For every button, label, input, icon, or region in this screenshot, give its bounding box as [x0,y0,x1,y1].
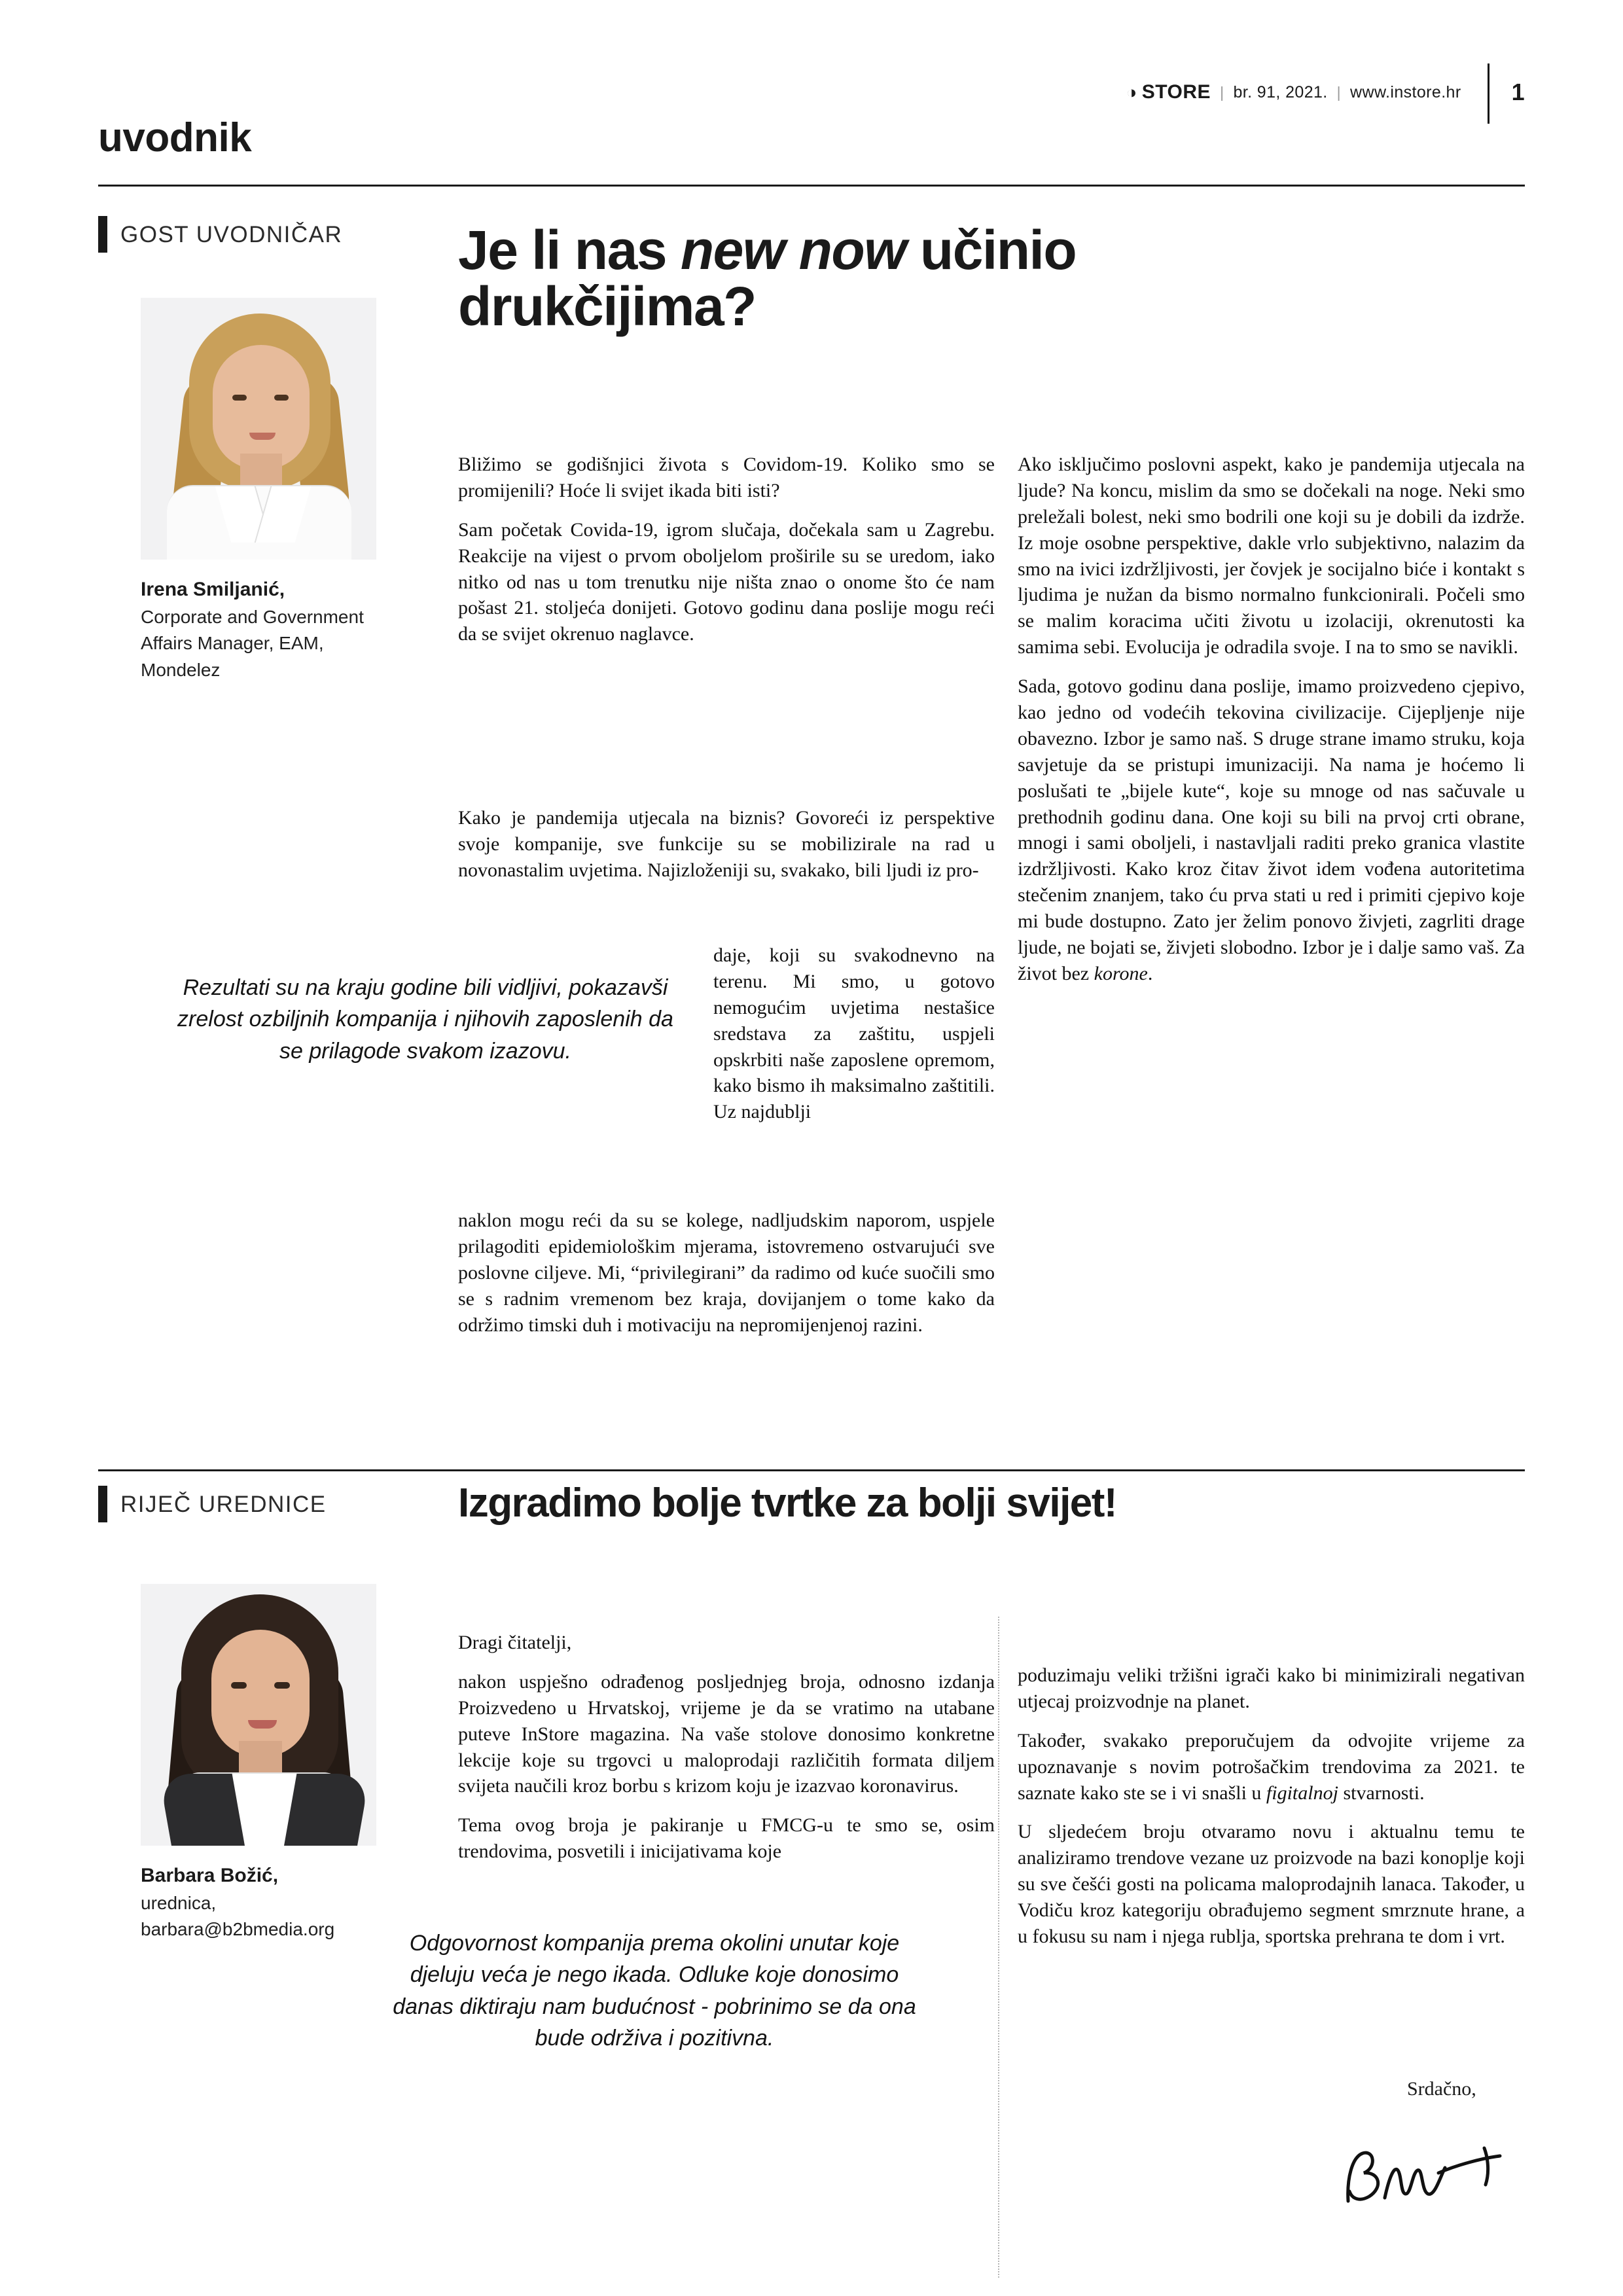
column-divider [998,1617,999,2278]
article1-kicker-label: GOST UVODNIČAR [120,222,343,247]
website-label: www.instore.hr [1350,82,1461,101]
article1-left-wrap-bottom [458,1208,995,1338]
author1-portrait-image [141,298,376,560]
masthead [1126,62,1525,122]
kicker-bar-icon-2 [98,1486,107,1522]
page-number: 1 [1511,79,1525,105]
article2-kicker [98,1486,327,1522]
page-rule [1488,63,1489,124]
article1-left-p1: Bližimo se godišnjici života s Covidom-19. Koliko smo se promijenili? Hoće li svijet ikada biti isti? [458,454,995,501]
article1-headline [458,219,1525,337]
article2-right-column [1018,1662,1525,1963]
headline-italic: new now [680,219,906,281]
article1-right-column [1018,452,1525,1000]
article2-pullquote: Odgovornost kompanija prema okolini unutar koje djeluju veća je nego ikada. Odluke koje donosimo danas diktiraju nam budućnost - pobrinimo se da ona bude održiva i pozitivna. [393,1931,916,2051]
article1-right-p2: Sada, gotovo godinu dana poslije, imamo proizvedeno cjepivo, kao jedno od vodećih tekovina civilizacije. Cijepljenje nije obavezno. Izbor je samo naš. S druge strane imamo struku, koja savjetuje da se pristupi imunizaciji. Na nama je hoćemo li poslušati te „bijele kute“, koje su mnoge od nas sačuvale u prethodnih godinu dana. One koji su bili na prvoj crti obrane, mnogi i sami oboljeli, i nastavljali raditi preko granica vlastite izdržljivosti. Kako kroz čitav život idem vođena autoritetima stečenim znanjem, tako ću prva stati u red i primiti cjepivo koje mi bude dostupno. Zato jer želim ponovo živjeti, zagrliti drage ljude, ne bojati se, živjeti slobodno. Izbor je i dalje samo vaš. Za život bez korone. [1018,675,1525,984]
kicker-bar-icon [98,216,107,253]
headline-part1: Je li nas [458,219,681,281]
article1-left-wrap-top [458,805,995,884]
author2-portrait-image [141,1584,376,1846]
headline-line2: drukčijima? [458,275,756,337]
page-title: uvodnik [98,115,252,160]
article2-author-role-2: barbara@b2bmedia.org [141,1919,335,1940]
figitalnoj-italic: figitalnoj [1266,1782,1338,1804]
article1-left-p3-top: Kako je pandemija utjecala na biznis? Govoreći iz perspektive svoje kompanije, sve funkcije su se mobilizirale na rad u novonastalim uvjetima. Najizloženiji su, svakako, bili ljudi iz pro- [458,807,995,881]
handwritten-signature-icon [1329,2139,1525,2217]
article1-author-role-2: Affairs Manager, EAM, [141,633,324,654]
issue-label: br. 91, 2021. [1233,82,1328,101]
article2-headline: Izgradimo bolje tvrtke za bolji svijet! [458,1480,1117,1526]
article2-author-name: Barbara Božić, [141,1865,279,1886]
closing-salutation: Srdačno, [1407,2078,1476,2100]
article1-right-italic: korone [1094,962,1148,984]
article-divider [98,1469,1525,1471]
article2-left-p1: Dragi čitatelji, [458,1632,572,1653]
separator-2: | [1336,83,1342,101]
article1-left-wrap-right [713,942,995,1125]
article1-pullquote: Rezultati su na kraju godine bili vidljivi, pokazavši zrelost ozbiljnih kompanija i njihovih zaposlenih da se prilagode svakom izazovu. [177,975,673,1064]
article2-left-p2: nakon uspješno odrađenog posljednjeg broja, odnosno izdanja Proizvedeno u Hrvatskoj, vrijeme je da se vratimo na utabane puteve InStore magazina. Na vaše stolove donosimo konkretne lekcije koje su trgovci u maloprodaji različitih formata diljem svijeta naučili kroz borbu s krizom koju je izazvao koronavirus. [458,1670,995,1797]
article1-kicker [98,216,342,253]
article1-author-name: Irena Smiljanić, [141,579,285,600]
article1-left-p3-bottom: naklon mogu reći da su se kolege, nadljudskim naporom, uspjele prilagoditi epidemiološkim mjerama, istovremeno ostvarujući sve poslovne ciljeve. Mi, “privilegirani” da radimo od kuće suočili smo se s radnim vremenom bez kraja, dovijanjem o tome kako da održimo timski duh i motivaciju na nepromijenjenoj razini. [458,1210,995,1336]
article2-right-p1: poduzimaju veliki tržišni igrači kako bi minimizirali negativan utjecaj proizvodnje na planet. [1018,1664,1525,1712]
article1-author-block [141,298,402,683]
article1-author-role-1: Corporate and Government [141,606,364,627]
article1-left-p3-right: daje, koji su svakodnevno na terenu. Mi smo, u gotovo nemogućim uvjetima nestašice sredstava za zaštitu, uspjeli opskrbiti naše zaposlene opremom, kako bismo ih maksimalno zaštitili. Uz najdublji [713,944,995,1123]
article2-right-p3: U sljedećem broju otvaramo novu i aktualnu temu te analiziramo trendove vezane uz proizvode na bazi konoplje koji su sve češći gosti na policama maloprodajnih lanaca. Također, u Vodiču kroz kategoriju obrađujemo segment smrznute hrane, a u fokusu su nam i njega rublja, sportska prehrana te dom i vrt. [1018,1821,1525,1948]
article2-kicker-label: RIJEČ UREDNICE [120,1492,327,1517]
article1-right-p1: Ako isključimo poslovni aspekt, kako je pandemija utjecala na ljude? Na koncu, mislim da smo se dočekali na noge. Neki smo preležali bolest, neki smo bodrili one koji su je dobili da izdrže. Iz moje osobne perspektive, dakle vrlo subjektivno, nalazim da smo na ivici izdržljivosti, jer čovjek je socijalno biće i kontakt s ljudima je nužan da bismo normalno funkcionirali. Počeli smo se malim koracima učiti životu u izolaciji, okrenutosti ka samima sebi. Evolucija je odradila svoje. I na to smo se navikli. [1018,454,1525,658]
article2-right-p2: Također, svakako preporučujem da odvojite vrijeme za upoznavanje s novim potrošačkim trendovima za 2021. te saznate kako ste se i vi snašli u figitalnoj stvarnosti. [1018,1729,1525,1804]
instore-logo-icon: ◑ [1126,82,1137,102]
article2-author-role-1: urednica, [141,1892,217,1913]
headline-part2: učinio [906,219,1077,281]
article1-left-column [458,452,995,660]
avatar-2 [141,1584,376,1846]
avatar [141,298,376,560]
separator-1: | [1220,83,1224,101]
article2-left-column [458,1630,995,1878]
article2-left-p3: Tema ovog broja je pakiranje u FMCG-u te smo se, osim trendovima, posvetili i inicijativama koje [458,1814,995,1863]
header-divider [98,185,1525,187]
brand-name: STORE [1141,81,1211,103]
article2-author-block [141,1584,402,1943]
article1-author-role-3: Mondelez [141,659,221,680]
article1-left-p2: Sam početak Covida-19, igrom slučaja, dočekala sam u Zagrebu. Reakcije na vijest o prvom oboljelom proširile su se uredom, iako nitko od nas u tom trenutku nije ništa znao o onome što će nam pošast 21. stoljeća donijeti. Gotovo godinu dana poslije mogu reći da se svijet okrenuo naglavce. [458,518,995,645]
